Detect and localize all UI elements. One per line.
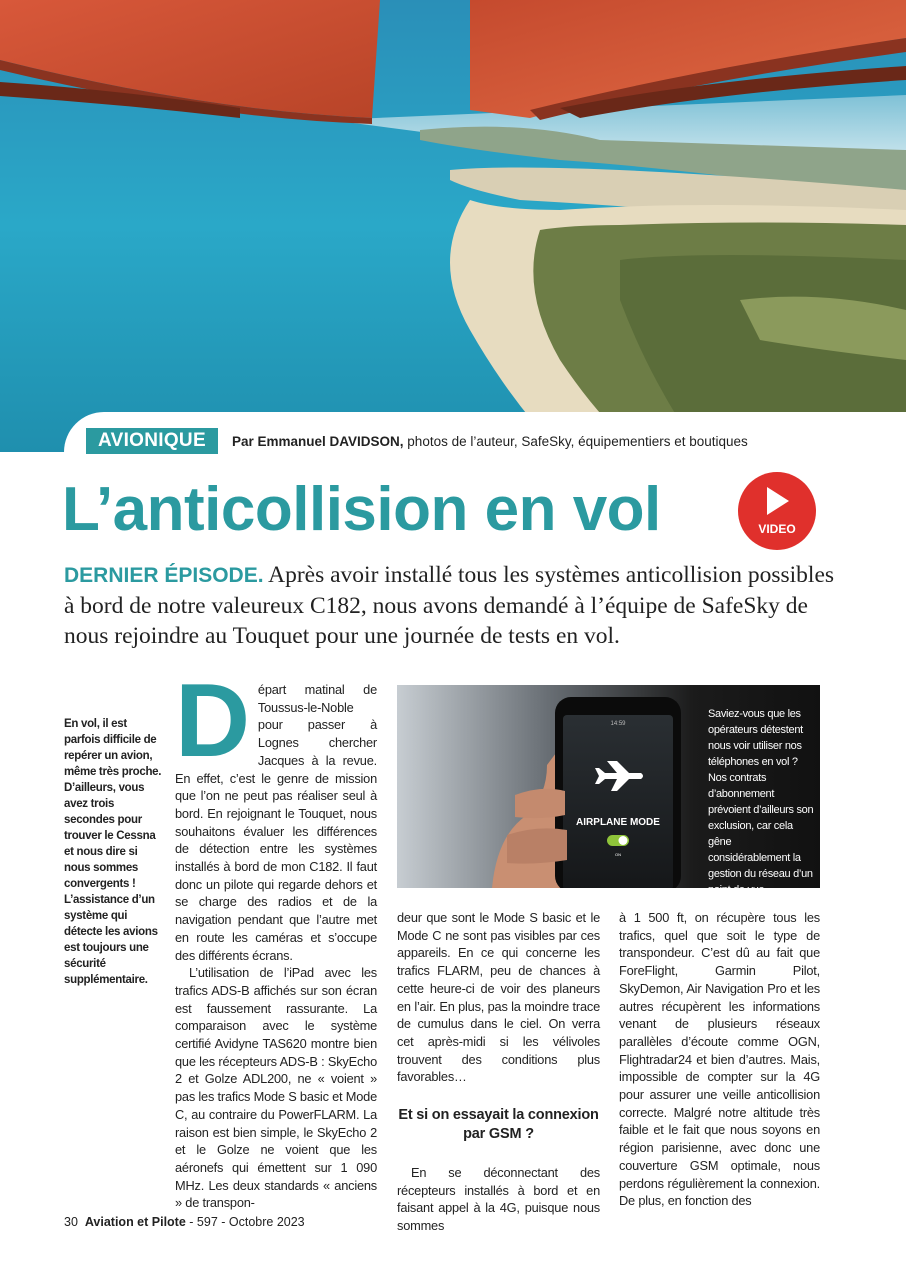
phone-toggle-label: ON — [615, 852, 621, 857]
body-column-1 — [175, 663, 377, 1212]
article-lede — [64, 560, 844, 651]
paragraph: L’utilisation de l’iPad avec les trafics ADS-B affichés sur son écran est faussement rassurante. La comparaison avec le système certifié Avidyne TAS620 montre bien que les récepteurs ADS-B : SkyEcho 2 et Golze ADL200, ne « voient » pas les trafics Mode S basic et Mode C, au contraire du PowerFLARM. La raison est bien simple, le SkyEcho 2 et le Golze ne voient que les aéronefs qui émettent sur 1 090 MHz. Les deux standards « anciens » de transpon- — [175, 965, 377, 1211]
phone-mode-label: AIRPLANE MODE — [576, 817, 660, 828]
paragraph: à 1 500 ft, on récupère tous les trafics, quel que soit le type de transpondeur. C’est dû au fait que ForeFlight, Garmin Pilot, SkyDemon, Air Navigation Pro et les autres récupèrent les informations venant de plusieurs réseaux parallèles d’écoute comme OGN, Flightradar24 et bien d’autres. Mais, impossible de compter sur la 4G pour assurer une veille anticollision correcte. Malgré notre altitude très faible et le fait que nous soyons en région parisienne, avec donc une couverture GSM optimale, nous perdons régulièrement la connexion. De plus, en fonction des — [619, 910, 820, 1209]
paragraph-text: épart matinal de Toussus-le-Noble pour passer à Lognes chercher Jacques à la revue. En effet, c’est le genre de mission que l’on ne peut pas réaliser seul à bord. En rejoignant le Touquet, nous souhaitons évaluer les différences de détection entre les systèmes installés à bord de mon C182. Il faut donc un pilote qui regarde dehors et se charge des radios et de la navigation pendant que l’autre met en route les caméras et s’occupe des différents écrans. — [175, 682, 377, 963]
page-number: 30 — [64, 1215, 78, 1229]
paragraph — [175, 663, 377, 964]
dropcap: D — [175, 663, 250, 779]
hero-aerial-photo — [0, 0, 906, 452]
hero-photo-caption: En vol, il est parfois difficile de repérer un avion, même très proche. D’ailleurs, vous avez trois secondes pour trouver le Cessna et nous dire si nous sommes convergents ! L’assistance d’un système qui détecte les avions est toujours une sécurité supplémentaire. — [64, 718, 162, 986]
phone-photo-caption: Saviez-vous que les opérateurs détestent nous voir utiliser nos téléphones en vol ? Nos contrats d’abonnement prévoient d’ailleurs son exclusion, car cela gêne considérablement la gestion du réseau d’un point de vue technique. — [708, 708, 814, 912]
byline — [232, 434, 748, 449]
video-button[interactable] — [738, 472, 816, 550]
body-column-3 — [619, 909, 820, 1210]
article-title: L’anticollision en vol — [62, 475, 661, 544]
byline-credits: photos de l’auteur, SafeSky, équipementiers et boutiques — [403, 434, 748, 449]
byline-author: Par Emmanuel DAVIDSON, — [232, 434, 404, 449]
phone-time: 14:59 — [610, 721, 626, 727]
body-column-2 — [397, 909, 600, 1235]
section-rubric: AVIONIQUE — [86, 428, 218, 454]
subheading: Et si on essayait la connexion par GSM ? — [398, 1107, 599, 1143]
video-label: VIDEO — [758, 522, 796, 536]
magazine-name: Aviation et Pilote — [84, 1215, 186, 1229]
issue-info: - 597 - Octobre 2023 — [185, 1215, 305, 1229]
page-footer — [64, 1215, 305, 1229]
lede-kicker: DERNIER ÉPISODE. — [64, 564, 264, 587]
lede-text: Après avoir installé tous les systèmes anticollision possibles à bord de notre valeureux C182, nous avons demandé à l’équipe de SafeSky de nous rejoindre au Touquet pour une journée de tests en vol. — [64, 562, 835, 649]
paragraph: En se déconnectant des récepteurs installés à bord et en faisant appel à la 4G, puisque nous sommes — [397, 1165, 600, 1234]
paragraph: deur que sont le Mode S basic et le Mode C ne sont pas visibles par ces appareils. En ce qui concerne les trafics FLARM, peu de chances à cette heure-ci de voir des planeurs en l’air. En plus, pas la moindre trace de cumulus dans le ciel. On verra cet après-midi si les vélivoles trouvent des conditions plus favorables… — [397, 910, 600, 1085]
play-icon — [767, 487, 789, 515]
